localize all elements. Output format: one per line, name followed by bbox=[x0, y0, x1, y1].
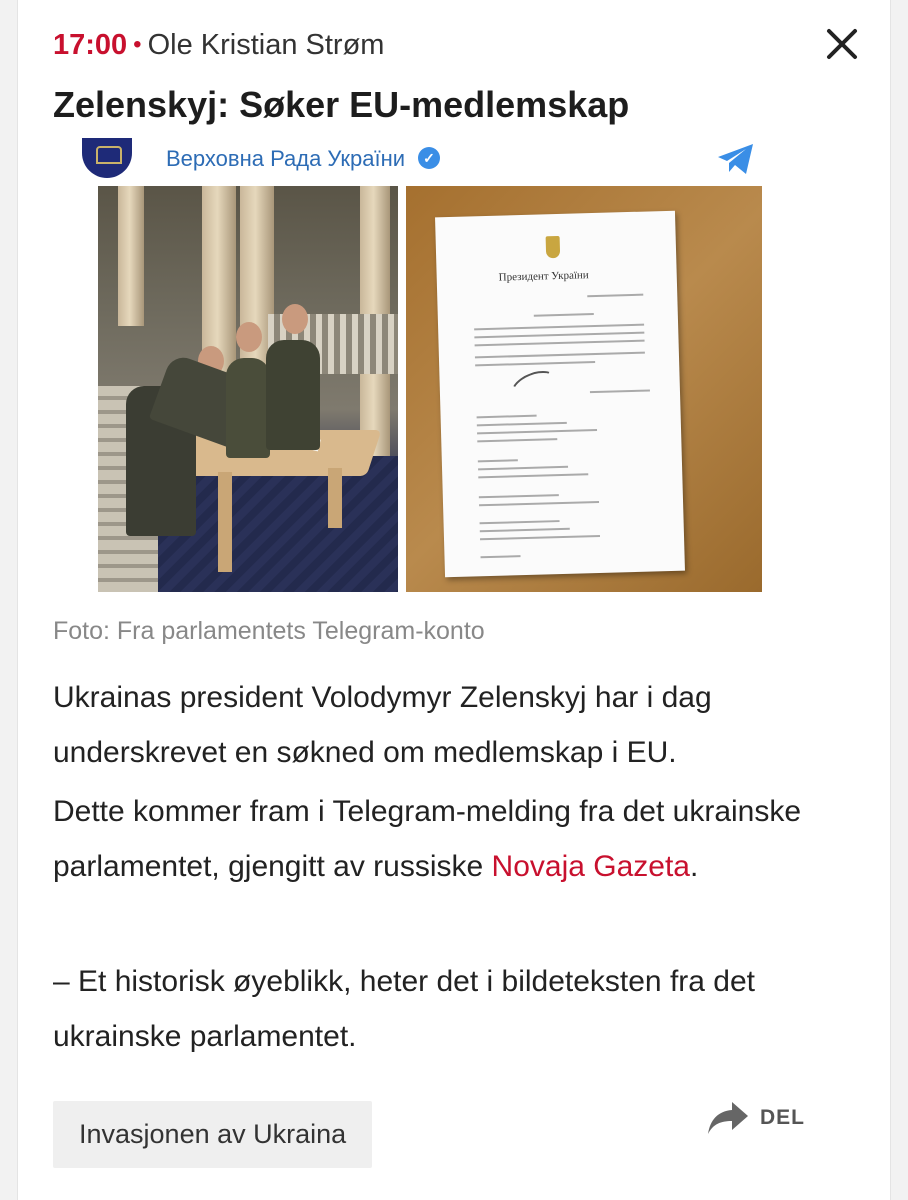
telegram-icon bbox=[716, 142, 756, 176]
close-icon bbox=[824, 26, 860, 62]
author-name[interactable]: Ole Kristian Strøm bbox=[147, 29, 385, 61]
trident-crest-icon bbox=[546, 236, 561, 258]
share-label: DEL bbox=[760, 1106, 805, 1129]
letter-title: Президент України bbox=[498, 269, 589, 284]
paragraph-2-text: Dette kommer fram i Telegram-melding fra det ukrainske parlamentet, gjengitt av russiske bbox=[53, 795, 802, 883]
share-button[interactable] bbox=[706, 1098, 805, 1138]
headline: Zelenskyj: Søker EU-medlemskap bbox=[53, 84, 630, 125]
channel-avatar bbox=[82, 138, 132, 178]
entry-meta bbox=[53, 26, 384, 64]
channel-name: Верховна Рада України bbox=[166, 146, 406, 171]
paragraph-2-end: . bbox=[690, 850, 699, 883]
telegram-post-header bbox=[82, 138, 762, 186]
letter-sheet bbox=[435, 211, 685, 578]
entry-time: 17:00 bbox=[53, 29, 128, 61]
novaja-gazeta-link[interactable]: Novaja Gazeta bbox=[491, 850, 690, 883]
live-entry-card bbox=[17, 0, 891, 1200]
share-arrow-icon bbox=[706, 1100, 750, 1136]
article-photo[interactable] bbox=[82, 138, 762, 594]
application-letter-photo bbox=[406, 186, 762, 592]
body-paragraph-3: – Et historisk øyeblikk, heter det i bildeteksten fra det ukrainske parlamentet. bbox=[53, 965, 755, 1053]
signing-photo bbox=[98, 186, 398, 592]
meta-separator: • bbox=[133, 31, 142, 58]
photo-caption: Foto: Fra parlamentets Telegram-konto bbox=[53, 617, 485, 645]
body-paragraph-1: Ukrainas president Volodymyr Zelenskyj har i dag underskrevet en søkned om medlemskap i EU. bbox=[53, 681, 712, 769]
topic-tag-button[interactable]: Invasjonen av Ukraina bbox=[53, 1101, 372, 1168]
close-button[interactable] bbox=[824, 26, 860, 62]
body-paragraph-2 bbox=[53, 784, 873, 894]
verified-icon: ✓ bbox=[418, 147, 440, 169]
